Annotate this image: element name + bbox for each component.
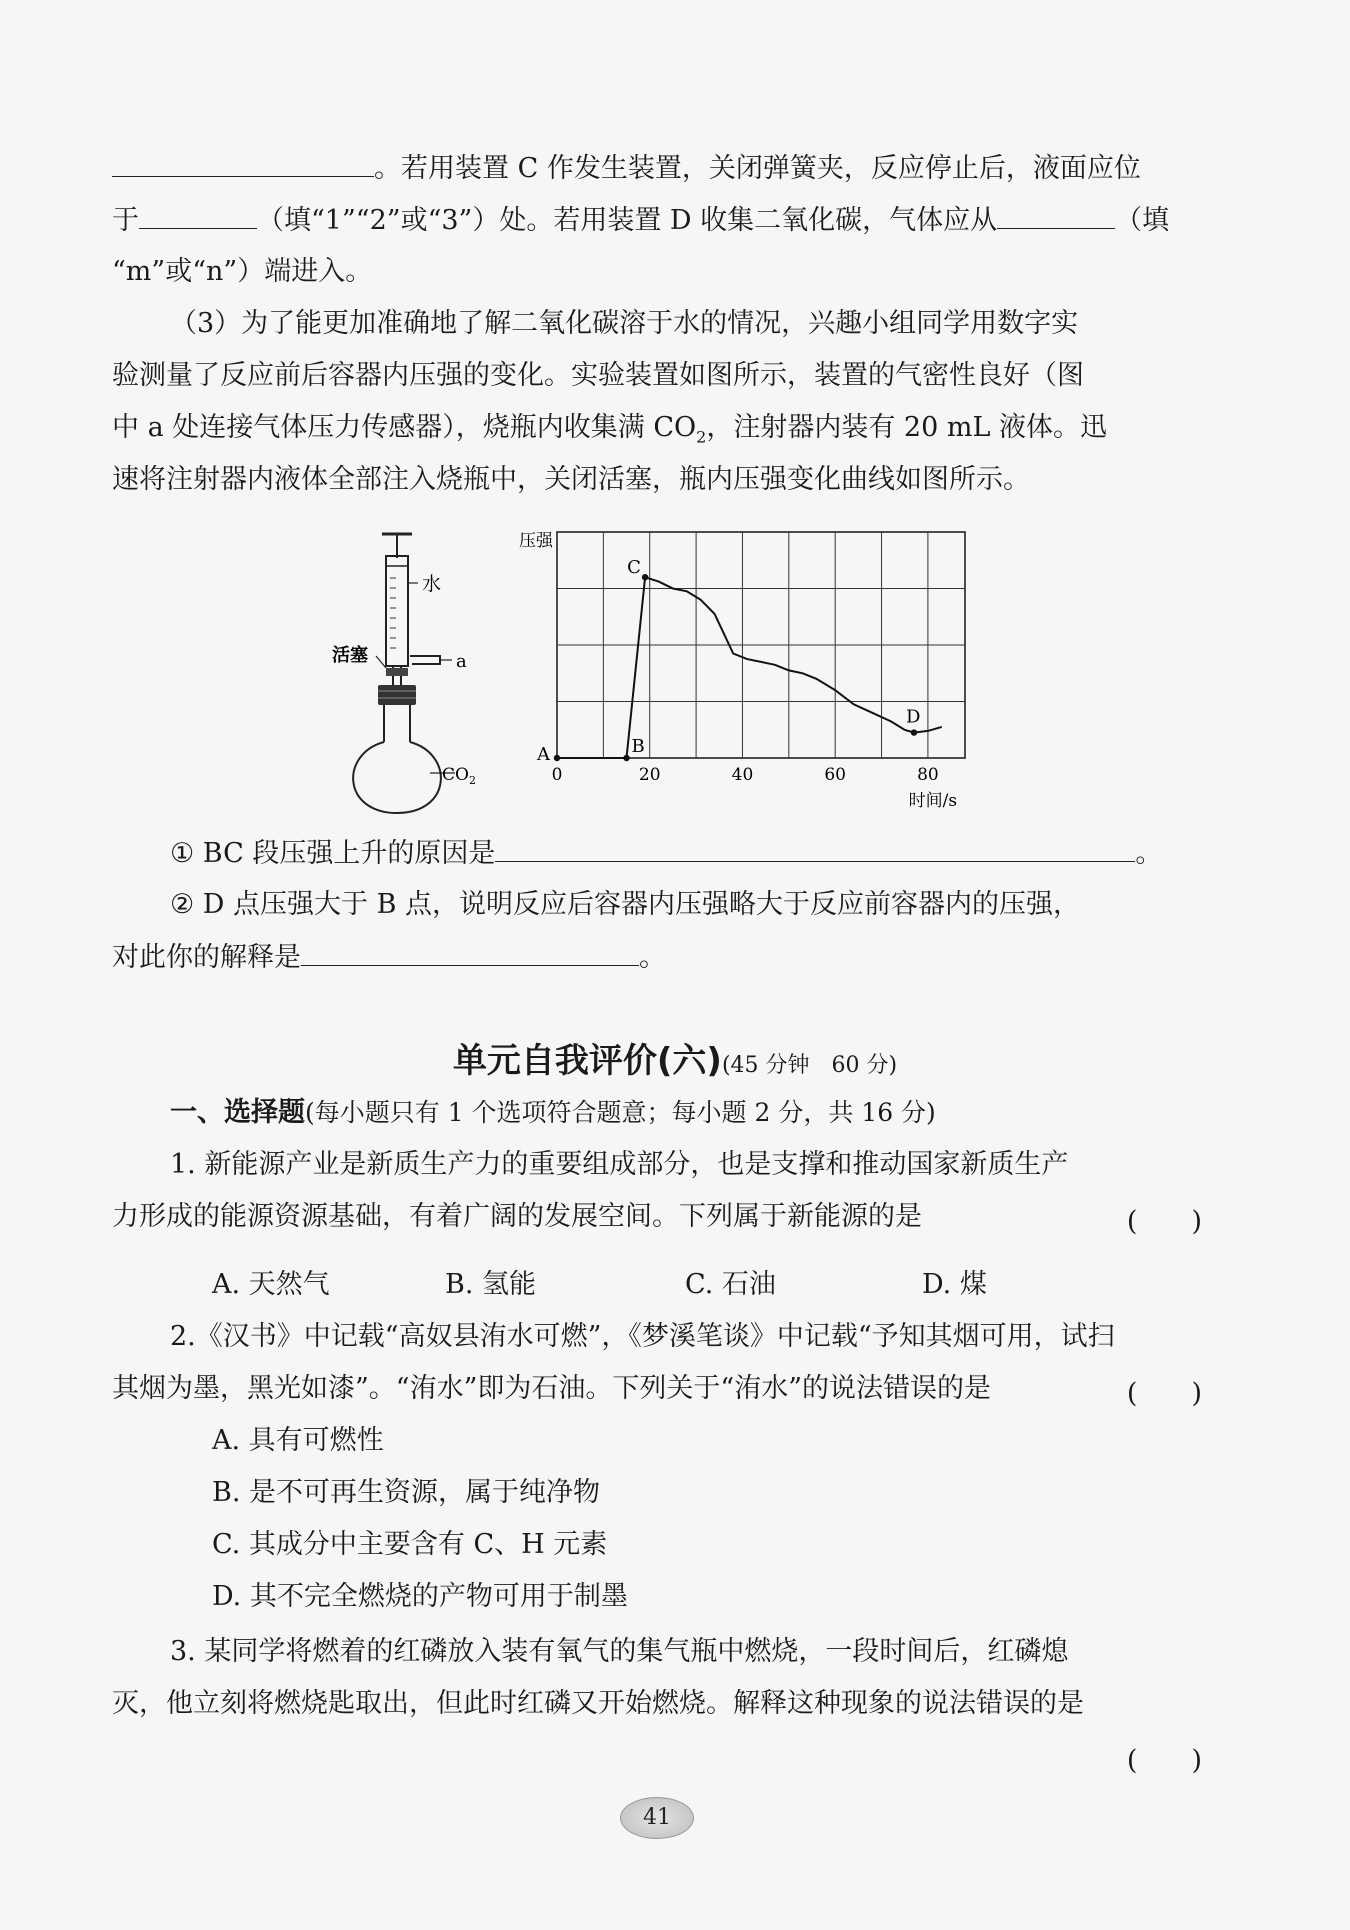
q3-line2: 灭，他立刻将燃烧匙取出，但此时红磷又开始燃烧。解释这种现象的说法错误的是 xyxy=(112,1688,1084,1719)
q1-option-c[interactable]: C. 石油 xyxy=(685,1269,776,1300)
q3-answer-paren[interactable]: ( ) xyxy=(1126,1745,1202,1776)
x-tick-label: 20 xyxy=(638,765,661,785)
q1-option-d[interactable]: D. 煤 xyxy=(922,1269,987,1300)
point-label-a: A xyxy=(537,744,550,765)
q1-option-b[interactable]: B. 氢能 xyxy=(445,1269,537,1300)
point-c xyxy=(642,574,648,580)
point-label-d: D xyxy=(906,706,921,728)
apparatus-diagram xyxy=(320,528,500,818)
q-bc-line: ① BC 段压强上升的原因是 。 xyxy=(170,835,1202,872)
q2-line2: 其烟为墨，黑光如漆”。“洧水”即为石油。下列关于“洧水”的说法错误的是 xyxy=(112,1373,992,1404)
answer-blank[interactable] xyxy=(139,202,257,229)
part4-line2: 验测量了反应前后容器内压强的变化。实验装置如图所示，装置的气密性良好（图 xyxy=(112,360,1084,391)
part3-line3: “m”或“n”）端进入。 xyxy=(112,256,373,287)
answer-blank[interactable] xyxy=(997,202,1115,229)
q2-option-b[interactable]: B. 是不可再生资源，属于纯净物 xyxy=(212,1477,601,1508)
y-axis-label: 压强 xyxy=(519,531,553,551)
part4-line1: （3）为了能更加准确地了解二氧化碳溶于水的情况，兴趣小组同学用数字实 xyxy=(170,308,1079,339)
part3-line2: 于 （填“1”“2”或“3”）处。若用装置 D 收集二氧化碳，气体应从 （填 xyxy=(112,202,1202,239)
answer-blank[interactable] xyxy=(301,939,639,966)
x-tick-label: 80 xyxy=(917,765,939,785)
answer-blank[interactable] xyxy=(112,150,374,177)
q2-line1: 2.《汉书》中记载“高奴县洧水可燃”，《梦溪笔谈》中记载“予知其烟可用，试扫 xyxy=(170,1321,1115,1352)
water-label: 水 xyxy=(422,573,442,595)
valve-icon[interactable] xyxy=(386,668,408,676)
point-d xyxy=(911,729,917,735)
q1-answer-paren[interactable]: ( ) xyxy=(1126,1206,1202,1237)
q-d-line2: 对此你的解释是 。 xyxy=(112,939,1202,976)
q2-option-c[interactable]: C. 其成分中主要含有 C、H 元素 xyxy=(212,1529,608,1560)
port-a-label: a xyxy=(456,651,467,672)
q-d-line1: ② D 点压强大于 B 点，说明反应后容器内压强略大于反应前容器内的压强， xyxy=(170,889,1081,920)
co2-label: $CO_2$ xyxy=(442,765,476,787)
part3-line1: 。若用装置 C 作发生装置，关闭弹簧夹，反应停止后，液面应位 xyxy=(112,150,1202,187)
q2-option-d[interactable]: D. 其不完全燃烧的产物可用于制墨 xyxy=(212,1581,628,1612)
q1-line1: 1. 新能源产业是新质生产力的重要组成部分，也是支撑和推动国家新质生产 xyxy=(170,1149,1069,1180)
q1-line2: 力形成的能源资源基础，有着广阔的发展空间。下列属于新能源的是 xyxy=(112,1201,922,1232)
part4-line4: 速将注射器内液体全部注入烧瓶中，关闭活塞，瓶内压强变化曲线如图所示。 xyxy=(112,464,1030,495)
point-a xyxy=(554,755,560,761)
q2-answer-paren[interactable]: ( ) xyxy=(1126,1378,1202,1409)
point-label-b: B xyxy=(631,736,645,757)
pressure-chart xyxy=(505,520,985,820)
q1-option-a[interactable]: A. 天然气 xyxy=(212,1269,330,1300)
x-axis-label: 时间/s xyxy=(908,791,958,811)
x-tick-label: 60 xyxy=(824,765,847,785)
section1-heading: 一、选择题(每小题只有 1 个选项符合题意；每小题 2 分，共 16 分) xyxy=(170,1097,936,1128)
part4-line3: 中 a 处连接气体压力传感器），烧瓶内收集满 $CO_2$，注射器内装有 20 mL 液体。迅 xyxy=(112,412,1107,447)
q3-line1: 3. 某同学将燃着的红磷放入装有氧气的集气瓶中燃烧，一段时间后，红磷熄 xyxy=(170,1636,1069,1667)
valve-label: 活塞 xyxy=(332,645,368,666)
x-tick-label: 0 xyxy=(551,765,563,785)
x-tick-label: 40 xyxy=(731,765,754,785)
pressure-curve xyxy=(557,577,942,758)
answer-blank[interactable] xyxy=(495,835,1135,862)
unit-title: 单元自我评价(六)(45 分钟 60 分) xyxy=(452,1041,898,1081)
page-number: 41 xyxy=(620,1797,694,1839)
q2-option-a[interactable]: A. 具有可燃性 xyxy=(212,1425,384,1456)
point-b xyxy=(623,755,629,761)
point-label-c: C xyxy=(627,557,641,579)
